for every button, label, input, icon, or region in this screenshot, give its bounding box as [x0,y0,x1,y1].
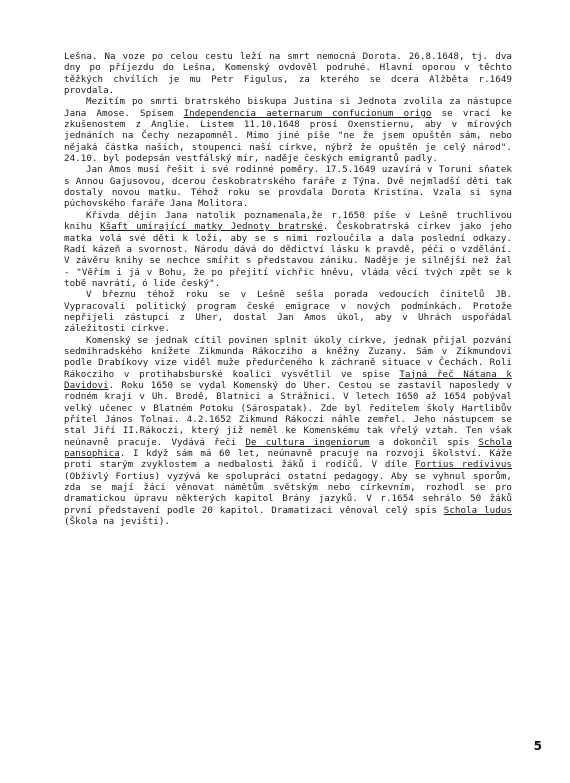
text-run: V březnu téhož roku se v Lešně sešla porada vedoucích činitelů JB. Vypracovali politický program české emigrace v nových podmínkách. Protože nepřijeli zástupci z Uher, dostal Jan Amos úkol, aby v Uhrách uspořádal záležitosti církve. [64,289,512,335]
underlined-title: Schola pansophica [64,436,512,460]
body-text [64,51,512,527]
underlined-title: Fortius redivivus [414,459,512,471]
underlined-title: Schola ludus [443,504,512,516]
text-run: Křivda dějin Jana natolik poznamenala,že r.1650 píše v Lešně truchlivou knihu [64,209,512,233]
paragraph [64,289,512,334]
paragraph [64,96,512,164]
paragraph [64,164,512,209]
text-run: Mezitím po smrti bratrského biskupa Justina si Jednota zvolila za nástupce Jana Amose. Spisem [64,96,512,119]
paragraph [64,51,512,96]
text-run: Jan Amos musí řešit i své rodinné poměry. 17.5.1649 uzavírá v Toruni sňatek s Annou Gajusovou, dcerou českobratrského faráře z Týna. Dvě nejmladší děti tak dostaly novou matku. Téhož roku se provdala Dorota Kristina. Vzala si syna púchovského faráře Jana Molitora. [64,164,512,210]
paragraph [64,210,512,289]
text-run: (Škola na jevišti). [64,516,171,528]
text-run: se vrací ke zkušenostem z Anglie. Listem 11.10.1648 prosí Oxenstiernu, aby v mírových jednáních na Čechy nezapomněl. Mimo jiné píše "ne že jsem opuštěn sám, nebo nějaká částka našich, stoupenci naší církve, nýbrž že opuštěn je celý národ". 24.10. byl podepsán vestfálský mír, naděje českých emigrantů padly. [64,107,512,165]
underlined-title: Kšaft umírající matky Jednoty bratrské [100,221,323,233]
text-run: Komenský se jednak cítil povinen splnit úkoly církve, jednak přijal pozvání sedmihradského knížete Zikmunda Rákocziho a kněžny Zuzany. Sám v Zikmundovi podle Drabíkovy vize viděl muže předurčeného k záchraně situace v Čechách. Roli Rákocziho v protihabsburské koalici vysvětlil ve spise [64,334,512,380]
underlined-title: Tajná řeč Nátana k Davidovi [64,368,512,391]
text-run: a dokončil spis [369,436,479,448]
text-run: . Roku 1650 se vydal Komenský do Uher. Cestou se zastavil naposledy v rodném kraji v Uh. Brodě, Blatnici a Strážnici. V letech 1650 až 1654 pobýval velký učenec v Blatném Potoku (Sárospatak). Zde byl ředitelem školy Hartlibův přítel János Tolnai. 4.2.1652 Zikmund Rákoczi náhle zemřel. Jeho nástupcem se stal Jiří II.Rákoczi, který již neměl ke Komenskému tak vřelý vztah. Ten však neúnavně pracuje. Vydává řeči [64,379,512,448]
underlined-title: Independencia aeternarum confucionum origo [183,107,432,119]
text-run: . I když sám má 60 let, neúnavně pracuje na rozvoji školství. Káže proti starým zvyklostem a nedbalosti žáků i rodičů. V díle [64,448,512,471]
text-run: . Českobratrská církev jako jeho matka volá své děti k loži, aby se s nimi rozloučila a dala poslední odkazy. Radí kázeň a svornost. Národu dává do dědictví lásku k pravdě, péči o vzdělání. V závěru knihy se nechce smířit s představou zániku. Naděje je silnější než žal - "Věřím i já v Bohu, že po přejití vichřic hněvu, vláda věcí tvých zpět se k tobě navrátí, ó lide český". [64,221,512,289]
paragraph [64,335,512,528]
page-number: 5 [533,739,542,753]
text-run: Lešna. Na voze po celou cestu leží na smrt nemocná Dorota. 26.8.1648, tj. dva dny po příjezdu do Lešna, Komenský ovdověl podruhé. Hlavní oporou v těchto těžkých chvílích je mu Petr Figulus, za kterého se dcera Alžběta r.1649 provdala. [64,51,512,97]
underlined-title: De cultura ingeniorum [245,436,370,448]
text-run: (Obživlý Fortius) vyzývá ke spolupráci ostatní pedagogy. Aby se vyhnul sporům, zda se mají žáci věnovat námětům světským nebo církevním, rozhodl se pro dramatickou úpravu některých kapitol Brány jazyků. V r.1654 sehrálo 50 žáků první představení podle 20 kapitol. Dramatizaci věnoval celý spis [64,470,512,516]
